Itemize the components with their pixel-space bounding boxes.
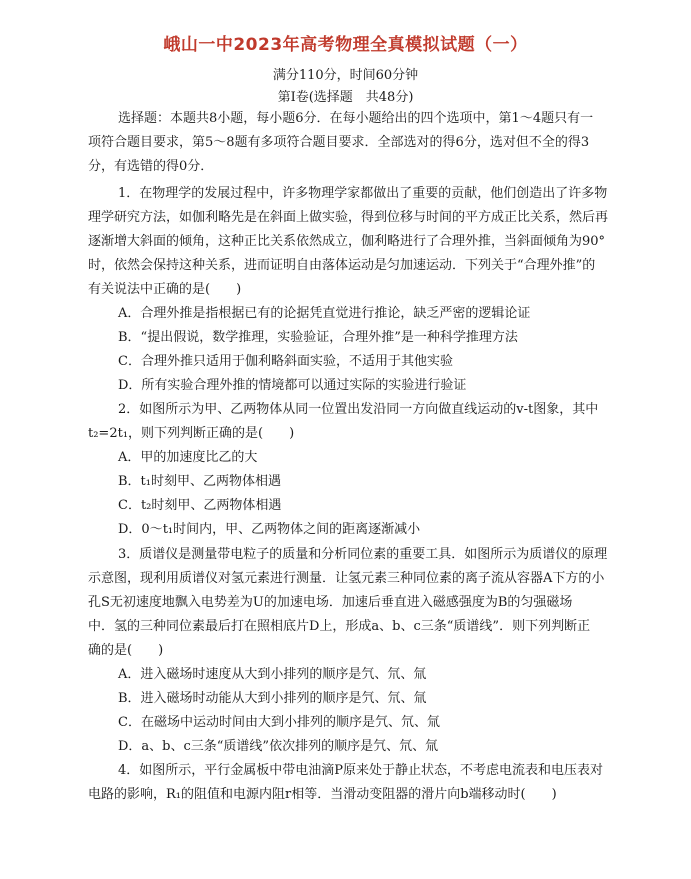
q1-option-a: A．合理外推是指根据已有的论据凭直觉进行推论，缺乏严密的逻辑论证: [118, 306, 531, 321]
q1-line-4: 时，依然会保持这种关系，进而证明自由落体运动是匀加速运动．下列关于“合理外推”的: [88, 258, 596, 273]
q3-line-1: 3．质谱仪是测量带电粒子的质量和分析同位素的重要工具．如图所示为质谱仪的原理: [118, 547, 608, 562]
q2-option-b: B．t₁时刻甲、乙两物体相遇: [118, 474, 281, 489]
q1-line-2: 理学研究方法，如伽利略先是在斜面上做实验，得到位移与时间的平方成正比关系，然后再: [88, 210, 609, 225]
q1-line-1: 1．在物理学的发展过程中，许多物理学家都做出了重要的贡献，他们创造出了许多物: [118, 186, 608, 201]
intro-line-3: 分，有选错的得0分．: [88, 159, 214, 174]
q2-option-d: D．0～t₁时间内，甲、乙两物体之间的距离逐渐减小: [118, 522, 421, 537]
intro-line-2: 项符合题目要求，第5～8题有多项符合题目要求．全部选对的得6分，选对但不全的得3: [88, 135, 590, 150]
q1-option-c: C．合理外推只适用于伽利略斜面实验，不适用于其他实验: [118, 354, 453, 369]
q3-line-5: 确的是( ): [88, 643, 164, 658]
q3-option-c: C．在磁场中运动时间由大到小排列的顺序是氕、氘、氚: [118, 715, 440, 730]
q2-line-2: t₂=2t₁，则下列判断正确的是( ): [88, 426, 295, 441]
intro-line-1: 选择题：本题共8小题，每小题6分．在每小题给出的四个选项中，第1～4题只有一: [118, 111, 594, 126]
exam-title: 峨山一中2023年高考物理全真模拟试题（一）: [163, 35, 528, 55]
q4-line-2: 电路的影响，R₁的阻值和电源内阻r相等．当滑动变阻器的滑片向b端移动时( ): [88, 787, 557, 802]
q4-line-1: 4．如图所示，平行金属板中带电油滴P原来处于静止状态，不考虑电流表和电压表对: [118, 763, 604, 778]
q3-option-a: A．进入磁场时速度从大到小排列的顺序是氕、氘、氚: [118, 667, 427, 682]
q1-option-b: B．“提出假说，数学推理，实验验证，合理外推”是一种科学推理方法: [118, 330, 518, 345]
q3-line-4: 中．氢的三种同位素最后打在照相底片D上，形成a、b、c三条“质谱线”．则下列判断正: [88, 619, 591, 634]
section-heading: 第Ⅰ卷(选择题 共48分): [277, 90, 414, 105]
q3-line-3: 孔S无初速度地飘入电势差为U的加速电场．加速后垂直进入磁感强度为B的匀强磁场: [88, 595, 573, 610]
q2-line-1: 2．如图所示为甲、乙两物体从同一位置出发沿同一方向做直线运动的v-t图象，其中: [118, 402, 599, 417]
q3-line-2: 示意图，现利用质谱仪对氢元素进行测量．让氢元素三种同位素的离子流从容器A下方的小: [88, 571, 605, 586]
q2-option-c: C．t₂时刻甲、乙两物体相遇: [118, 498, 282, 513]
exam-score-time: 满分110分，时间60分钟: [272, 68, 419, 83]
q3-option-d: D．a、b、c三条“质谱线”依次排列的顺序是氕、氘、氚: [118, 739, 439, 754]
q3-option-b: B．进入磁场时动能从大到小排列的顺序是氕、氘、氚: [118, 691, 427, 706]
q1-line-3: 逐渐增大斜面的倾角，这种正比关系依然成立，伽利略进行了合理外推，当斜面倾角为90°: [88, 234, 606, 249]
q1-option-d: D．所有实验合理外推的情境都可以通过实际的实验进行验证: [118, 378, 467, 393]
q1-line-5: 有关说法中正确的是( ): [88, 282, 242, 297]
q2-option-a: A．甲的加速度比乙的大: [118, 450, 258, 465]
